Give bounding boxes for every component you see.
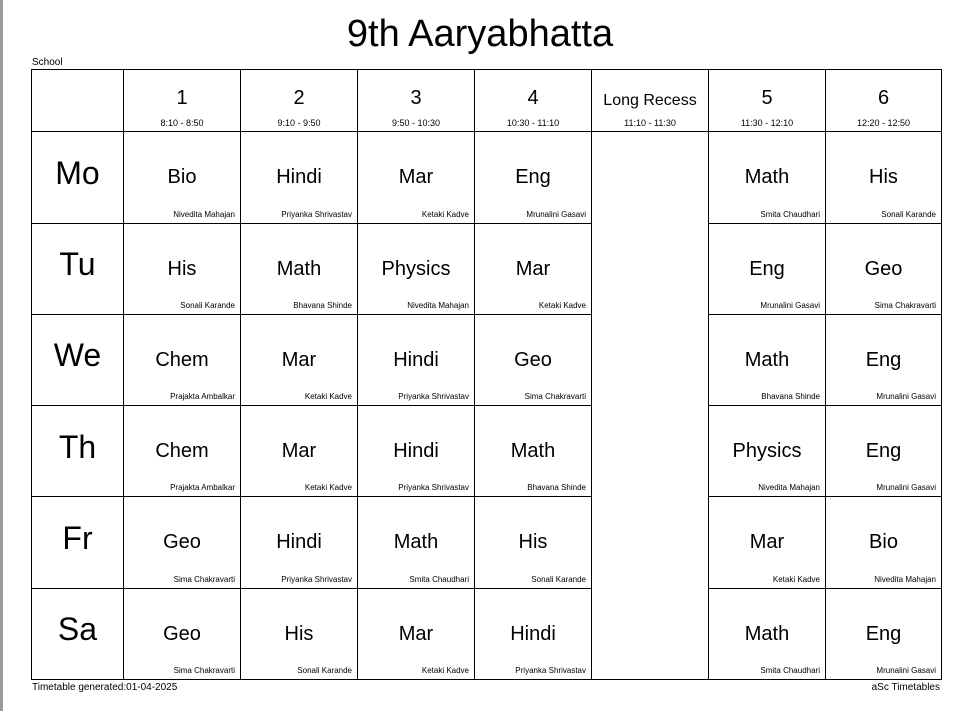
teacher: Prajakta Ambalkar: [170, 483, 235, 493]
teacher: Ketaki Kadve: [772, 574, 820, 584]
teacher: Sonali Karande: [180, 300, 235, 310]
subject: Eng: [865, 440, 902, 463]
lesson-cell: [826, 588, 942, 679]
subject: Mar: [398, 622, 434, 645]
period-number: 5: [761, 87, 773, 109]
subject: Mar: [515, 257, 551, 280]
teacher: Mrunalini Gasavi: [876, 666, 936, 675]
day-row-mo: [32, 132, 942, 223]
lesson-cell: [358, 497, 475, 588]
lesson-cell: [709, 497, 826, 588]
page-title: 9th Aaryabhatta: [346, 13, 614, 55]
lesson-cell: [358, 588, 475, 679]
period-time: 12:20 - 12:50: [856, 118, 911, 128]
brand-label: aSc Timetables: [871, 682, 940, 693]
day-row-tu: [32, 223, 942, 314]
day-label: [32, 497, 124, 588]
subject: Eng: [865, 622, 902, 645]
teacher: Prajakta Ambalkar: [170, 392, 235, 402]
subject: Hindi: [393, 348, 439, 371]
teacher: Bhavana Shinde: [761, 392, 820, 402]
lesson-cell: [826, 314, 942, 405]
teacher: Ketaki Kadve: [538, 300, 586, 310]
teacher: Priyanka Shrivastav: [515, 666, 586, 675]
lesson-cell: [124, 132, 241, 223]
subject: Eng: [515, 166, 551, 189]
period-header: [241, 70, 358, 132]
teacher: Priyanka Shrivastav: [398, 483, 469, 493]
recess-label: Long Recess: [603, 92, 697, 109]
lesson-cell: [124, 588, 241, 679]
day-name: Sa: [57, 611, 98, 648]
subject: Chem: [155, 348, 209, 371]
period-header: [826, 70, 942, 132]
period-header: [358, 70, 475, 132]
lesson-cell: [709, 132, 826, 223]
lesson-cell: [124, 406, 241, 497]
day-label: [32, 223, 124, 314]
period-time: 9:50 - 10:30: [391, 118, 441, 128]
subject: Math: [744, 622, 790, 645]
lesson-cell: [124, 223, 241, 314]
subject: Mar: [398, 166, 434, 189]
subject: Math: [393, 531, 439, 554]
subject: Hindi: [276, 166, 322, 189]
subject: Bio: [869, 531, 898, 554]
day-label: [32, 588, 124, 679]
window-edge: [0, 0, 3, 711]
lesson-cell: [475, 314, 592, 405]
teacher: Sima Chakravarti: [874, 300, 936, 310]
subject: Geo: [163, 622, 201, 645]
generated-date: Timetable generated:01-04-2025: [32, 682, 178, 693]
day-label: [32, 406, 124, 497]
lesson-cell: [241, 314, 358, 405]
teacher: Smita Chaudhari: [409, 574, 469, 584]
lesson-cell: [358, 314, 475, 405]
subject: His: [284, 622, 314, 645]
teacher: Sima Chakravarti: [173, 666, 235, 675]
lesson-cell: [241, 406, 358, 497]
lesson-cell: [826, 132, 942, 223]
teacher: Ketaki Kadve: [304, 392, 352, 402]
recess-column: [592, 132, 709, 680]
period-time: 9:10 - 9:50: [277, 118, 321, 128]
lesson-cell: [241, 497, 358, 588]
day-row-th: [32, 406, 942, 497]
teacher: Ketaki Kadve: [421, 209, 469, 219]
recess-header: [592, 70, 709, 132]
lesson-cell: [709, 314, 826, 405]
subject: Math: [744, 348, 790, 371]
lesson-cell: [475, 132, 592, 223]
day-name: Mo: [55, 154, 100, 191]
day-name: Fr: [62, 520, 93, 557]
period-number: 1: [176, 87, 188, 109]
period-time: 11:30 - 12:10: [740, 118, 794, 128]
subject: Hindi: [510, 622, 556, 645]
teacher: Bhavana Shinde: [293, 300, 352, 310]
teacher: Mrunalini Gasavi: [526, 209, 586, 219]
teacher: Priyanka Shrivastav: [398, 392, 469, 402]
teacher: Smita Chaudhari: [760, 666, 820, 675]
period-time: 10:30 - 11:10: [506, 118, 560, 128]
lesson-cell: [358, 132, 475, 223]
header-row: [32, 70, 942, 132]
lesson-cell: [241, 588, 358, 679]
subject: Physics: [381, 257, 451, 280]
day-name: We: [53, 337, 102, 374]
subject: His: [518, 531, 548, 554]
lesson-cell: [475, 406, 592, 497]
lesson-cell: [826, 497, 942, 588]
lesson-cell: [358, 223, 475, 314]
lesson-cell: [709, 588, 826, 679]
day-name: Tu: [59, 246, 96, 283]
period-time: 8:10 - 8:50: [160, 118, 204, 128]
day-label: [32, 132, 124, 223]
period-number: 2: [293, 87, 305, 109]
lesson-cell: [124, 497, 241, 588]
teacher: Mrunalini Gasavi: [876, 392, 936, 402]
day-name: Th: [58, 428, 97, 465]
period-number: 4: [527, 87, 539, 109]
teacher: Nivedita Mahajan: [758, 483, 820, 493]
period-number: 6: [877, 87, 890, 109]
period-time: 11:10 - 11:30: [624, 118, 676, 128]
teacher: Priyanka Shrivastav: [281, 574, 352, 584]
subject: Hindi: [276, 531, 322, 554]
teacher: Ketaki Kadve: [421, 666, 469, 675]
lesson-cell: [709, 223, 826, 314]
lesson-cell: [826, 406, 942, 497]
subject: Math: [510, 440, 556, 463]
day-row-fr: [32, 497, 942, 588]
teacher: Nivedita Mahajan: [874, 574, 936, 584]
timetable: [31, 69, 942, 680]
lesson-cell: [709, 406, 826, 497]
period-header: [475, 70, 592, 132]
subject: Eng: [865, 348, 902, 371]
teacher: Mrunalini Gasavi: [876, 483, 936, 493]
lesson-cell: [358, 406, 475, 497]
subject: Mar: [281, 440, 317, 463]
corner-cell: [32, 70, 124, 132]
subject: Math: [744, 166, 790, 189]
teacher: Sonali Karande: [881, 209, 936, 219]
teacher: Smita Chaudhari: [760, 209, 820, 219]
school-label: School: [32, 57, 63, 68]
teacher: Nivedita Mahajan: [173, 209, 235, 219]
subject: Eng: [749, 257, 785, 280]
subject: Mar: [281, 348, 317, 371]
subject: Hindi: [393, 440, 439, 463]
day-row-sa: [32, 588, 942, 679]
subject: His: [167, 257, 197, 280]
lesson-cell: [475, 588, 592, 679]
teacher: Sonali Karande: [531, 574, 586, 584]
subject: Physics: [732, 440, 802, 463]
lesson-cell: [124, 314, 241, 405]
lesson-cell: [826, 223, 942, 314]
period-header: [709, 70, 826, 132]
subject: Geo: [514, 348, 552, 371]
subject: Geo: [163, 531, 201, 554]
subject: Mar: [749, 531, 785, 554]
teacher: Sima Chakravarti: [524, 392, 586, 402]
period-header: [124, 70, 241, 132]
lesson-cell: [475, 497, 592, 588]
lesson-cell: [241, 223, 358, 314]
teacher: Mrunalini Gasavi: [760, 300, 820, 310]
subject: Math: [276, 257, 322, 280]
teacher: Priyanka Shrivastav: [281, 209, 352, 219]
lesson-cell: [241, 132, 358, 223]
teacher: Ketaki Kadve: [304, 483, 352, 493]
subject: His: [869, 166, 898, 189]
subject: Chem: [155, 440, 209, 463]
day-row-we: [32, 314, 942, 405]
teacher: Bhavana Shinde: [527, 483, 586, 493]
subject: Geo: [864, 257, 903, 280]
day-label: [32, 314, 124, 405]
teacher: Sonali Karande: [297, 666, 352, 675]
lesson-cell: [475, 223, 592, 314]
subject: Bio: [167, 166, 197, 189]
teacher: Nivedita Mahajan: [407, 300, 469, 310]
teacher: Sima Chakravarti: [173, 574, 235, 584]
period-number: 3: [410, 87, 422, 109]
